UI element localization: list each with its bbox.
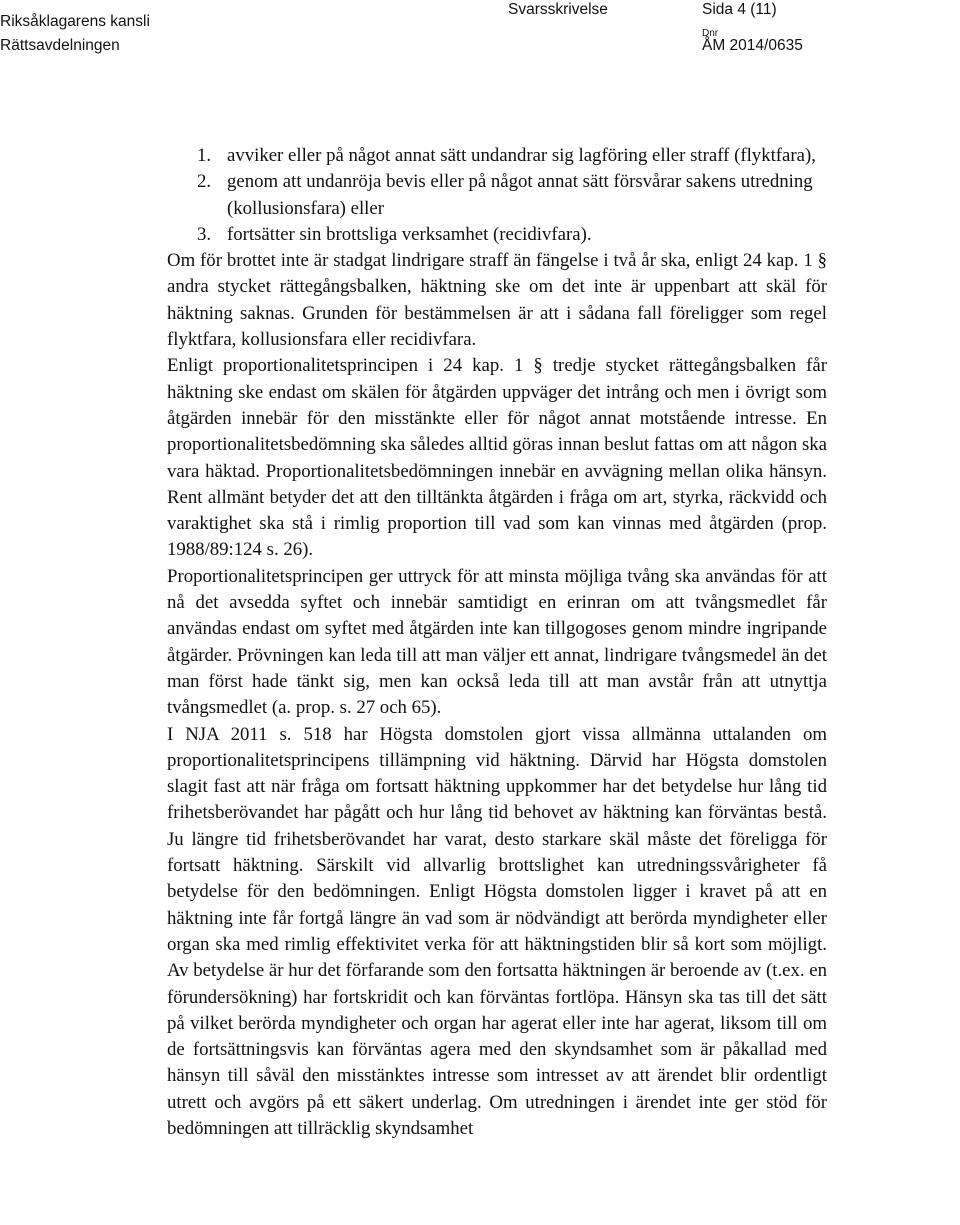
list-item (167, 143, 827, 169)
detention-grounds-list (167, 143, 827, 248)
dnr-label: Dnr (702, 28, 719, 39)
paragraph-presumption: Om för brottet inte är stadgat lindrigare straff än fängelse i två år ska, enligt 24 kap. 1 § andra stycket rättegångsbalken, häktning ske om det inte är uppenbart att skäl för häktning saknas. Grunden för bestämmelsen är att i sådana fall föreligger som regel flyktfara, kollusionsfara eller recidivfara. (167, 250, 827, 351)
paragraph-nja-2011: I NJA 2011 s. 518 har Högsta domstolen gjort vissa allmänna uttalanden om proportionalitetsprincipens tillämpning vid häktning. Därvid har Högsta domstolen slagit fast att när fråga om fortsatt häktning uppkommer har det betydelse hur lång tid frihetsberövandet har pågått och hur lång tid behovet av häktning kan förväntas bestå. Ju längre tid frihetsberövandet har varat, desto starkare skäl måste det föreligga för fortsatt häktning. Särskilt vid allvarlig brottslighet kan utredningssvårigheter få betydelse för den bedömningen. Enligt Högsta domstolen ligger i kravet på att en häktning inte får fortgå längre än vad som är nödvändigt att berörda myndigheter eller organ ska med rimlig effektivitet verka för att häktningstiden blir så kort som möjligt. Av betydelse är hur det förfarande som den fortsatta häktningen är beroende av (t.ex. en förundersökning) har fortskridit och kan förväntas fortlöpa. Hänsyn ska tas till det sätt på vilket berörda myndigheter och organ har agerat eller inte har agerat, liksom till om de fortsättningsvis kan förväntas agera med den skyndsamhet som är påkallad med hänsyn till såväl den misstänktes intresse som intresset av att ärendet blir ordentligt utrett och avgörs på ett säkert underlag. Om utredningen i ärendet inte ger stöd för bedömningen att tillräcklig skyndsamhet (167, 723, 827, 1139)
organization-name: Riksåklagarens kansli (0, 13, 150, 30)
paragraph-least-intrusive: Proportionalitetsprincipen ger uttryck för att minsta möjliga tvång ska användas för att nå det avsedda syftet och innebär samtidigt en erinran om att tvångsmedlet får användas endast om syftet med åtgärden inte kan tillgogoses genom mindre ingripande åtgärder. Prövningen kan leda till att man väljer ett annat, lindrigare tvångsmedel än det man först hade tänkt sig, men kan också leda till att man avstår från att utnyttja tvångsmedlet (a. prop. s. 27 och 65). (167, 565, 827, 719)
department-name: Rättsavdelningen (0, 37, 120, 54)
list-item (167, 169, 827, 222)
paragraph-proportionality: Enligt proportionalitetsprincipen i 24 kap. 1 § tredje stycket rättegångsbalken får häktning ske endast om skälen för åtgärden uppväger det intrång och men i övrigt som åtgärden innebär för den misstänkte eller för något annat motstående intresse. En proportionalitetsbedömning ska således alltid göras innan beslut fattas om att någon ska vara häktad. Proportionalitetsbedömningen innebär en avvägning mellan olika hänsyn. Rent allmänt betyder det att den tilltänkta åtgärden i fråga om art, styrka, räckvidd och varaktighet ska stå i rimlig proportion till vad som kan vinnas med åtgärden (prop. 1988/89:124 s. 26). (167, 355, 827, 561)
page-indicator: Sida 4 (11) (702, 1, 777, 18)
dnr-value: ÅM 2014/0635 (702, 37, 803, 54)
document-type: Svarsskrivelse (508, 1, 608, 18)
list-item-number: 2. (197, 171, 212, 193)
list-item-text: fortsätter sin brottsliga verksamhet (recidivfara). (227, 223, 592, 245)
list-item (167, 222, 827, 248)
page-header (0, 0, 960, 70)
list-item-number: 1. (197, 145, 212, 166)
document-body (167, 143, 827, 1142)
list-item-number: 3. (197, 223, 212, 245)
list-item-text: genom att undanröja bevis eller på något annat sätt försvårar sakens utredning (kollusionsfara) eller (227, 171, 813, 219)
list-item-text: avviker eller på något annat sätt undandrar sig lagföring eller straff (flyktfara), (227, 145, 816, 166)
